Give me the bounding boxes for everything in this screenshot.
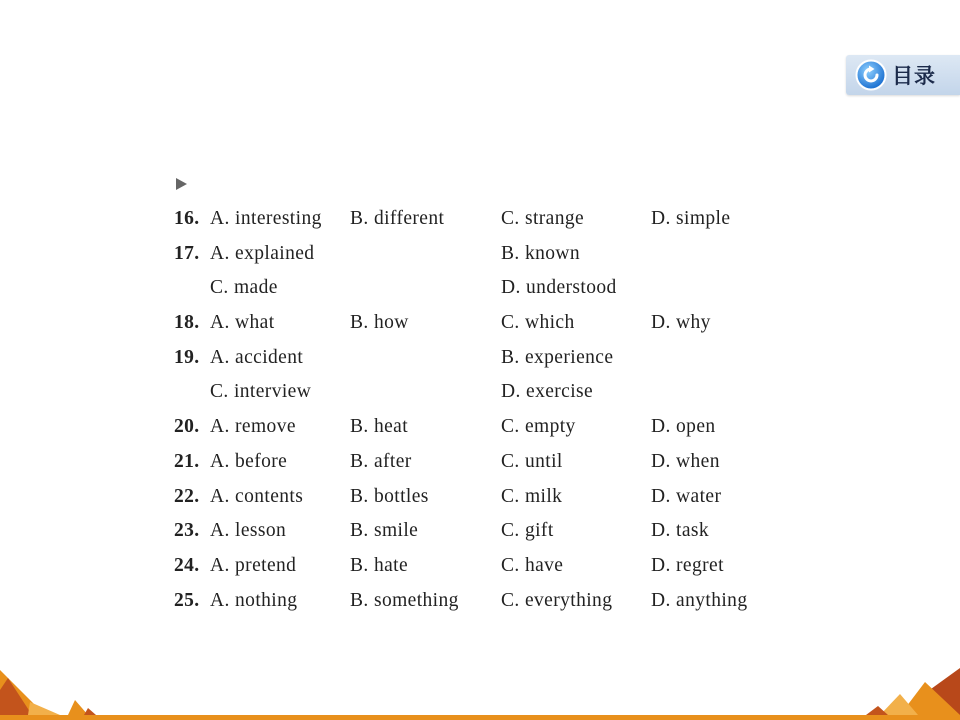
question-number: 24. xyxy=(174,554,200,576)
answer-option: B. how xyxy=(350,312,409,334)
answer-option: D. why xyxy=(651,312,711,334)
question-line xyxy=(174,237,814,272)
question-number: 22. xyxy=(174,485,200,507)
toc-button[interactable] xyxy=(846,55,960,95)
question-line xyxy=(174,410,814,445)
answer-option: A. what xyxy=(210,312,275,334)
question-number: 17. xyxy=(174,242,200,264)
answer-option: C. everything xyxy=(501,589,613,611)
answer-option: D. simple xyxy=(651,208,731,229)
question-line xyxy=(174,271,814,306)
answer-option: B. heat xyxy=(350,416,409,438)
answer-option: B. different xyxy=(350,208,445,229)
question-number: 21. xyxy=(174,450,200,472)
play-marker-icon xyxy=(175,177,189,191)
answer-option: D. exercise xyxy=(501,381,594,403)
answer-option: D. anything xyxy=(651,589,748,611)
decorative-triangles xyxy=(0,660,960,720)
toc-label: 目录 xyxy=(892,64,936,88)
question-number: 16. xyxy=(174,208,200,229)
answer-option: D. when xyxy=(651,450,720,472)
answer-option: B. after xyxy=(350,450,412,472)
answer-option: A. explained xyxy=(210,242,315,264)
answer-option: B. smile xyxy=(350,520,419,542)
question-number: 18. xyxy=(174,312,200,334)
question-number: 19. xyxy=(174,346,200,368)
answer-option: A. contents xyxy=(210,485,304,507)
answer-option: C. until xyxy=(501,450,563,472)
answer-option: B. bottles xyxy=(350,485,429,507)
answer-option: C. milk xyxy=(501,485,563,507)
question-line xyxy=(174,584,814,619)
refresh-circle-icon xyxy=(855,59,887,91)
answer-option: A. remove xyxy=(210,416,296,438)
answer-option: A. nothing xyxy=(210,589,298,611)
question-line xyxy=(174,375,814,410)
question-line xyxy=(174,480,814,515)
answer-option: B. known xyxy=(501,242,581,264)
answer-option: A. accident xyxy=(210,346,304,368)
answer-option: A. pretend xyxy=(210,554,297,576)
answer-option: C. interview xyxy=(210,381,312,403)
answer-option: A. before xyxy=(210,450,288,472)
question-line xyxy=(174,514,814,549)
question-number: 20. xyxy=(174,416,200,438)
question-number: 23. xyxy=(174,520,200,542)
answer-option: D. regret xyxy=(651,554,724,576)
question-number: 25. xyxy=(174,589,200,611)
answer-option: C. strange xyxy=(501,208,585,229)
answer-option: C. made xyxy=(210,277,278,299)
answer-option: D. open xyxy=(651,416,716,438)
question-line xyxy=(174,341,814,376)
answer-option: D. task xyxy=(651,520,710,542)
question-line xyxy=(174,202,814,237)
question-line xyxy=(174,306,814,341)
question-list xyxy=(174,202,814,618)
answer-option: C. which xyxy=(501,312,575,334)
answer-option: D. water xyxy=(651,485,722,507)
question-line xyxy=(174,445,814,480)
answer-option: C. empty xyxy=(501,416,576,438)
question-line xyxy=(174,549,814,584)
answer-option: B. hate xyxy=(350,554,409,576)
answer-option: B. something xyxy=(350,589,459,611)
answer-option: C. gift xyxy=(501,520,554,542)
answer-option: A. lesson xyxy=(210,520,287,542)
answer-option: B. experience xyxy=(501,346,614,368)
answer-option: C. have xyxy=(501,554,564,576)
answer-option: A. interesting xyxy=(210,208,322,229)
answer-option: D. understood xyxy=(501,277,617,299)
